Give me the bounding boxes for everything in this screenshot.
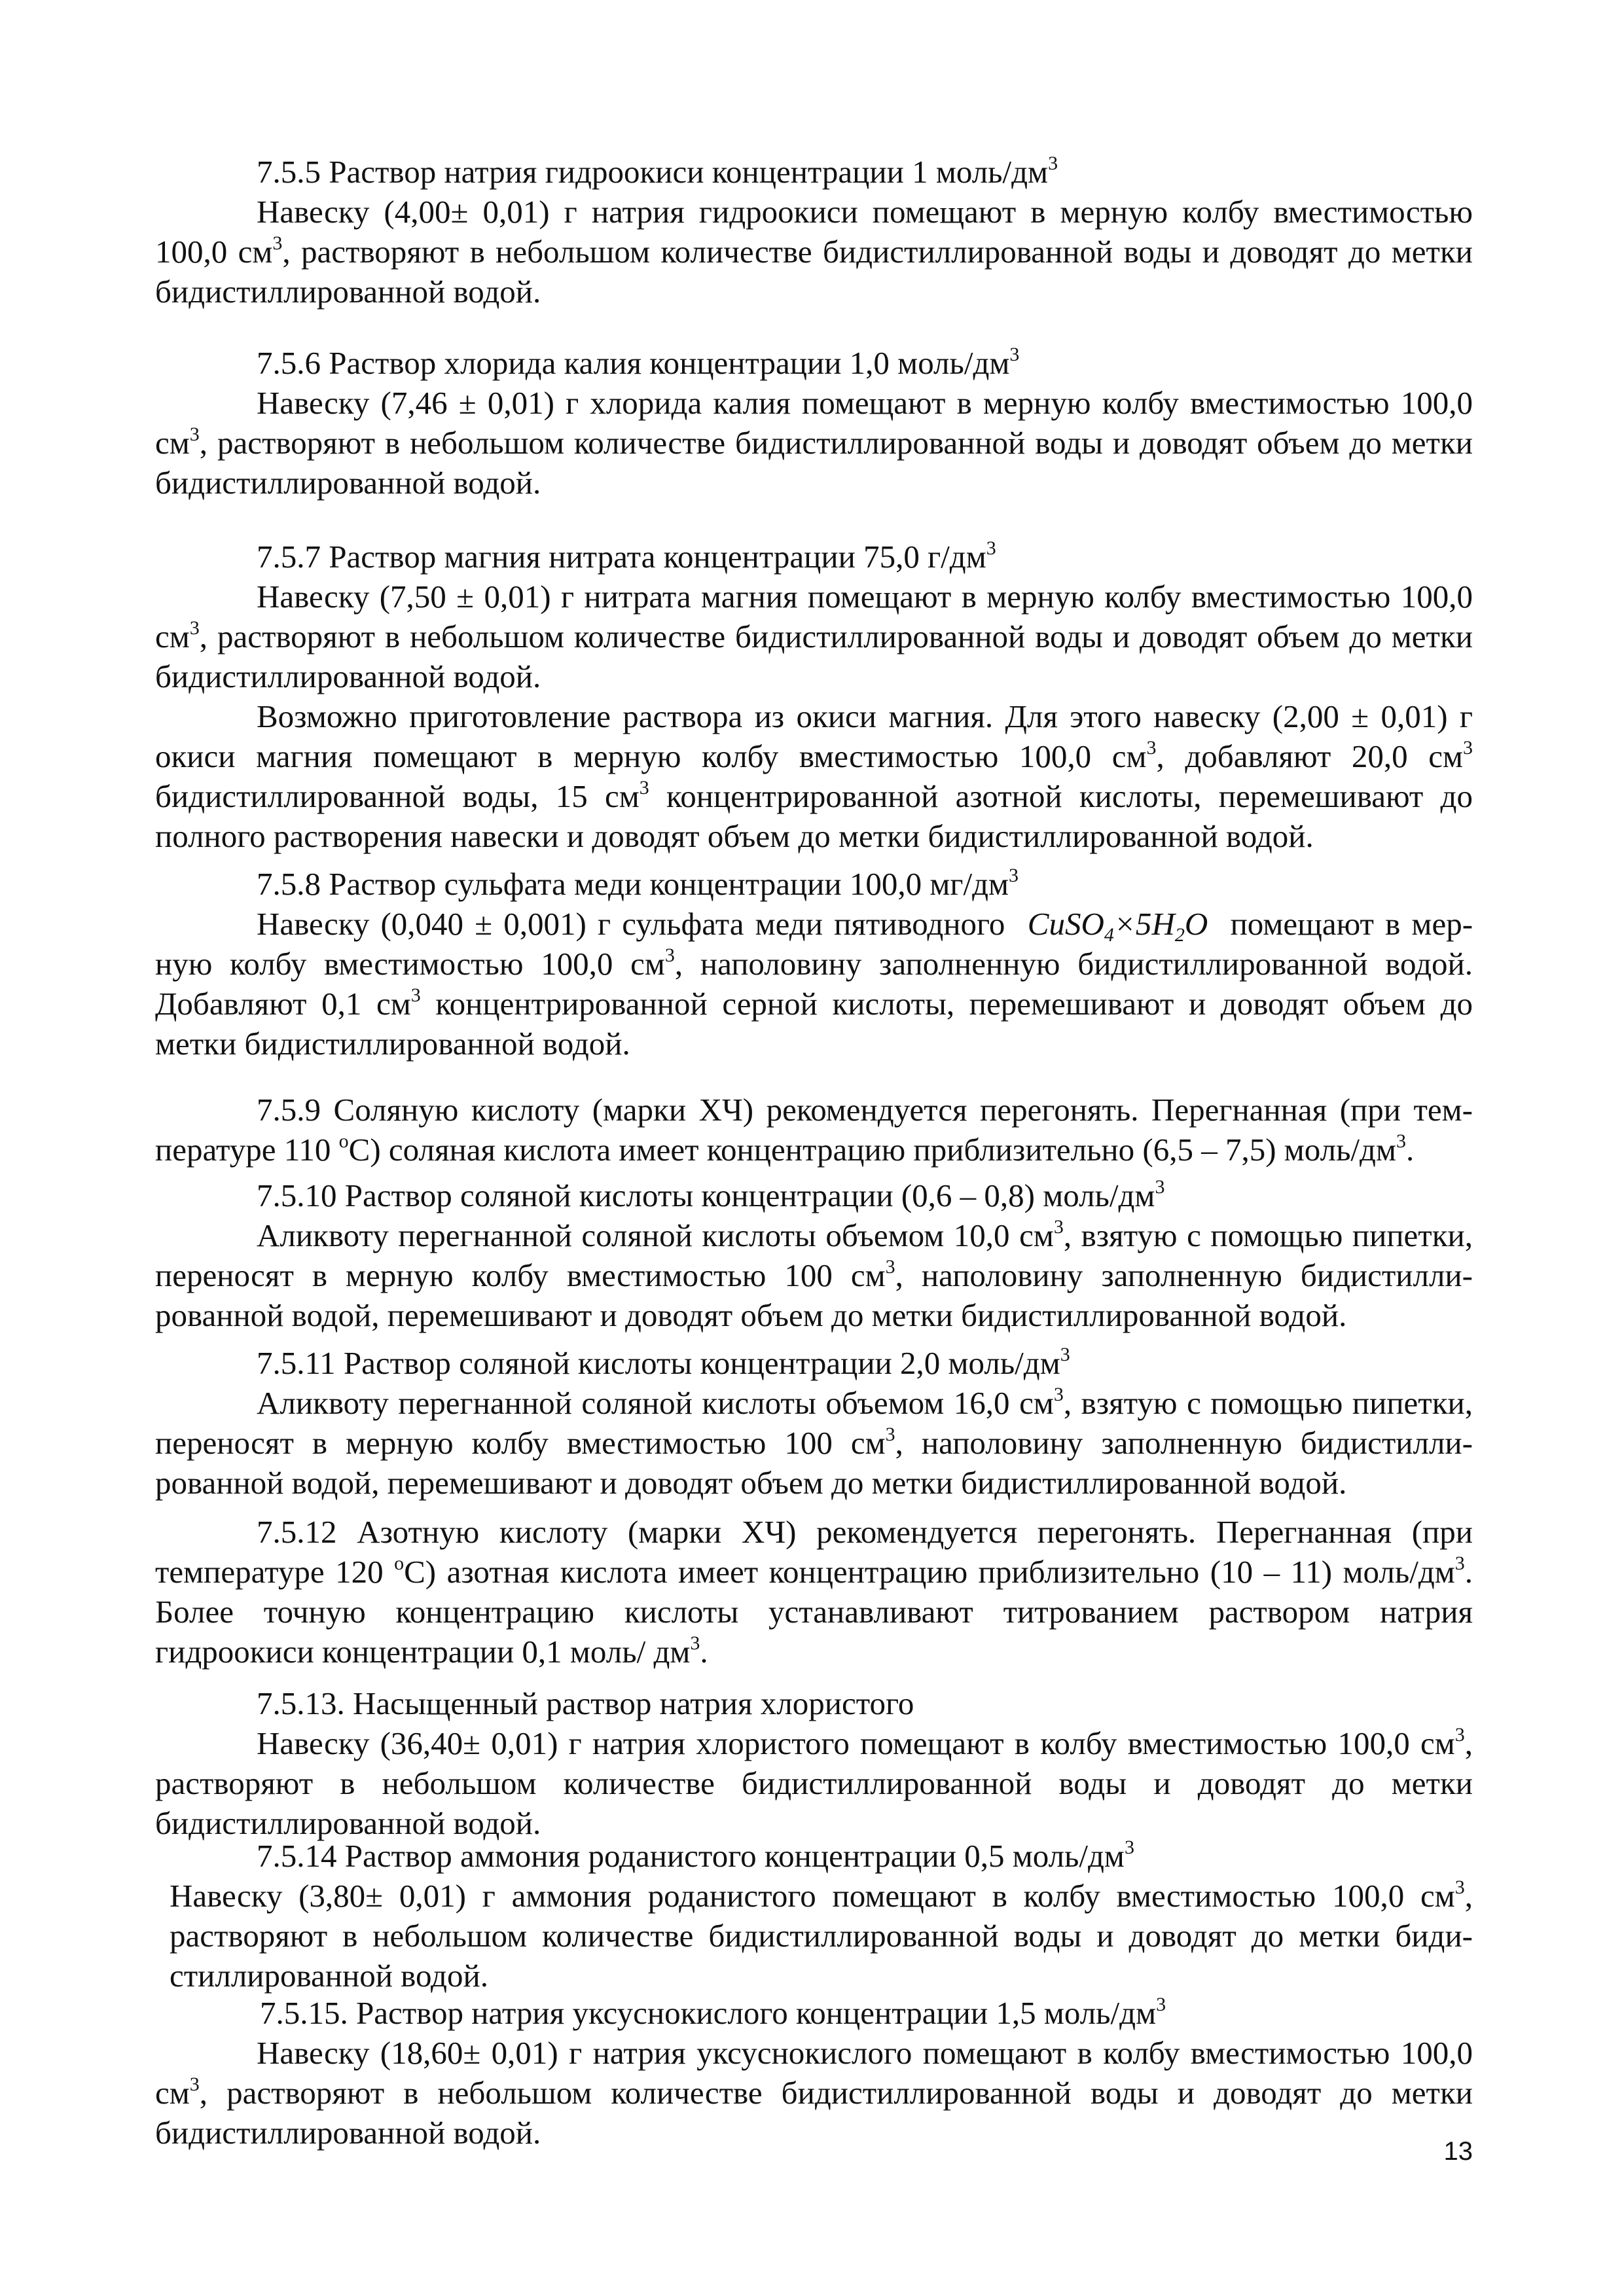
section-7-5-11 <box>155 1343 1473 1503</box>
section-7-5-15 <box>155 1993 1473 2153</box>
section-7-5-9 <box>155 1090 1473 1170</box>
section-heading: 7.5.10 Раствор соляной кислоты концентрации (0,6 – 0,8) моль/$дм^3$ <box>257 1176 1165 1213</box>
section-7-5-13 <box>155 1683 1473 1843</box>
section-heading: 7.5.11 Раствор соляной кислоты концентрации 2,0 моль/$дм^3$ <box>257 1344 1070 1381</box>
paragraph: Навеску (18,60± 0,01) г натрия уксуснокислого помещают в колбу вместимостью 100,0 $см^3$, растворяют в небольшом количестве бидистиллированной воды и доводят до метки бидистиллированной водой. <box>155 2035 1473 2151</box>
paragraph: Навеску (0,040 ± 0,001) г сульфата меди пятиводного $CuSO_4\times 5H_2O$ помещают в мерную колбу вместимостью 100,0 $см^3$, наполовину заполненную бидистиллированной водой. Добавляют 0,1 $см^3$ концентрированной серной кислоты, перемешивают и доводят объем до метки бидистиллированной водой. <box>155 906 1473 1062</box>
section-7-5-8 <box>155 864 1473 1064</box>
paragraph: 7.5.9 Соляную кислоту (марки ХЧ) рекомендуется перегонять. Перегнанная (при температуре 110 $^o$С) соляная кислота имеет концентрацию приблизительно (6,5 – 7,5) моль/$дм^3$. <box>155 1092 1473 1168</box>
section-heading: 7.5.13. Насыщенный раствор натрия хлористого <box>257 1685 914 1721</box>
section-7-5-6 <box>155 343 1473 503</box>
paragraph: Навеску (36,40± 0,01) г натрия хлористого помещают в колбу вместимостью 100,0 $см^3$, растворяют в небольшом количестве бидистиллированной воды и доводят до метки бидистиллированной водой. <box>155 1724 1473 1841</box>
page-number: 13 <box>1443 2137 1473 2166</box>
paragraph: Возможно приготовление раствора из окиси магния. Для этого навеску (2,00 ± 0,01) г окиси магния помещают в мерную колбу вместимостью 100,0 $см^3$, добавляют 20,0 $см^3$ бидистиллированной воды, 15 $см^3$ концентрированной азотной кислоты, перемешивают до полного растворения навески и доводят объем до метки бидистиллированной водой. <box>155 698 1473 854</box>
section-heading: 7.5.15. Раствор натрия уксуснокислого концентрации 1,5 моль/$дм^3$ <box>260 1994 1166 2031</box>
section-heading: 7.5.6 Раствор хлорида калия концентрации 1,0 моль/$дм^3$ <box>257 344 1020 381</box>
paragraph: Навеску (7,46 ± 0,01) г хлорида калия помещают в мерную колбу вместимостью 100,0 $см^3$, растворяют в небольшом количестве бидистиллированной воды и доводят объем до метки бидистиллированной водой. <box>155 385 1473 501</box>
chemical-formula: $CuSO_4\times 5H_2O$ <box>1027 906 1208 946</box>
section-heading: 7.5.8 Раствор сульфата меди концентрации 100,0 $мг/дм^3$ <box>257 865 1019 902</box>
section-7-5-14 <box>155 1836 1473 1996</box>
section-7-5-7 <box>155 537 1473 856</box>
section-7-5-5 <box>155 152 1473 312</box>
paragraph: Аликвоту перегнанной соляной кислоты объемом 10,0 $см^3$, взятую с помощью пипетки, переносят в мерную колбу вместимостью 100 $см^3$, наполовину заполненную бидистиллированной водой, перемешивают и доводят объем до метки бидистиллированной водой. <box>155 1216 1473 1333</box>
paragraph: 7.5.12 Азотную кислоту (марки ХЧ) рекомендуется перегонять. Перегнанная (при температуре 120 $^o$С) азотная кислота имеет концентрацию приблизительно (10 – 11) моль/$дм^3$. Более точную концентрацию кислоты устанавливают титрованием раствором натрия гидроокиси концентрации 0,1 моль/ $дм^3$. <box>155 1514 1473 1670</box>
section-7-5-10 <box>155 1175 1473 1335</box>
section-7-5-12 <box>155 1512 1473 1672</box>
paragraph: Навеску (7,50 ± 0,01) г нитрата магния помещают в мерную колбу вместимостью 100,0 $см^3$, растворяют в небольшом количестве бидистиллированной воды и доводят объем до метки бидистиллированной водой. <box>155 579 1473 694</box>
paragraph: Аликвоту перегнанной соляной кислоты объемом 16,0 $см^3$, взятую с помощью пипетки, переносят в мерную колбу вместимостью 100 $см^3$, наполовину заполненную бидистиллированной водой, перемешивают и доводят объем до метки бидистиллированной водой. <box>155 1384 1473 1501</box>
section-heading: 7.5.7 Раствор магния нитрата концентрации 75,0 $г/дм^3$ <box>257 537 996 575</box>
paragraph: Навеску (3,80± 0,01) г аммония роданистого помещают в колбу вместимостью 100,0 $см^3$, растворяют в небольшом количестве бидистиллированной воды и доводят до метки бидистиллированной водой. <box>170 1876 1473 1994</box>
section-heading: 7.5.5 Раствор натрия гидроокиси концентрации 1 моль/$дм^3$ <box>257 152 1058 190</box>
paragraph: Навеску (4,00± 0,01) г натрия гидроокиси помещают в мерную колбу вместимостью 100,0 $см^3$, растворяют в небольшом количестве бидистиллированной воды и доводят до метки бидистиллированной водой. <box>155 194 1473 310</box>
section-heading: 7.5.14 Раствор аммония роданистого концентрации 0,5 моль/$дм^3$ <box>257 1837 1134 1874</box>
